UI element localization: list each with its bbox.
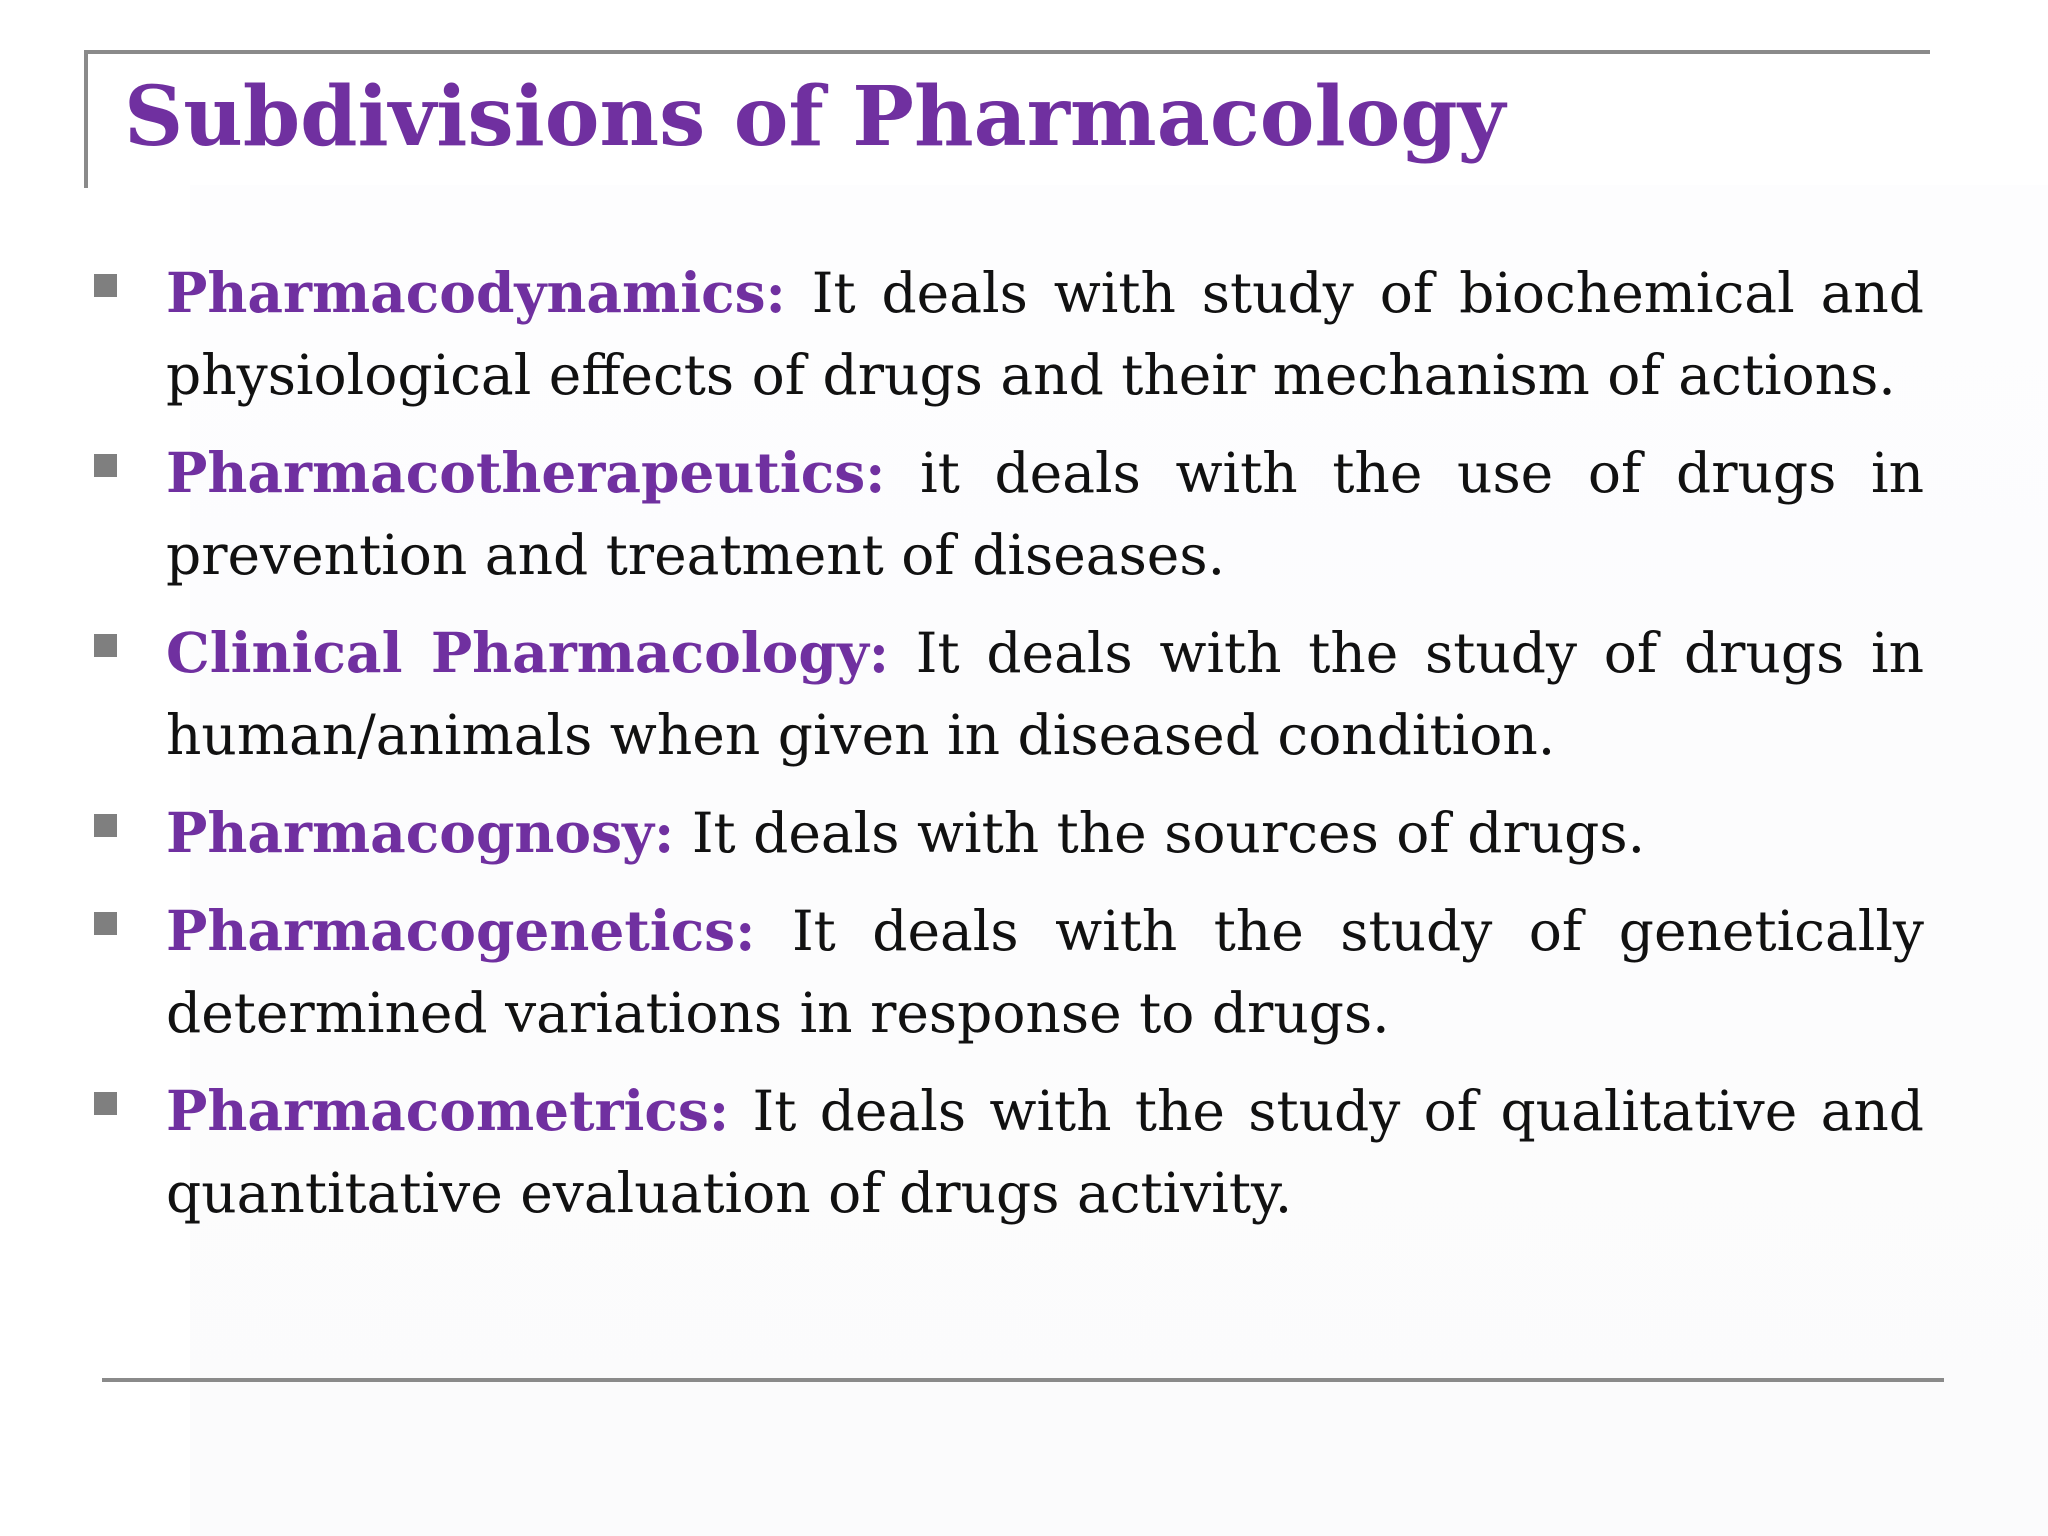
bullet-item-pharmacotherapeutics [92, 432, 1924, 596]
term-description: it deals with the use of drugs in prevention and treatment of diseases. [166, 441, 1925, 587]
slide-title: Subdivisions of Pharmacology [124, 69, 1506, 165]
term-label: Pharmacogenetics: [166, 898, 756, 963]
bottom-rule [102, 1378, 1944, 1382]
bullet-list [92, 252, 1924, 1250]
square-bullet-icon [94, 912, 117, 935]
term-label: Pharmacodynamics: [166, 260, 786, 325]
title-frame-left-rule [84, 50, 88, 188]
term-description: It deals with the study of qualitative and quantitative evaluation of drugs activity. [166, 1079, 1925, 1225]
term-description: It deals with the study of drugs in human/animals when given in diseased condition. [166, 621, 1925, 767]
bullet-item-pharmacognosy [92, 792, 1924, 874]
term-label: Pharmacotherapeutics: [166, 440, 886, 505]
term-description: It deals with the study of genetically determined variations in response to drugs. [166, 899, 1925, 1045]
square-bullet-icon [94, 274, 117, 297]
bullet-item-clinical-pharmacology [92, 612, 1924, 776]
square-bullet-icon [94, 814, 117, 837]
term-label: Clinical Pharmacology: [166, 620, 890, 685]
bullet-item-pharmacodynamics [92, 252, 1924, 416]
square-bullet-icon [94, 634, 117, 657]
square-bullet-icon [94, 1092, 117, 1115]
square-bullet-icon [94, 454, 117, 477]
bullet-item-pharmacometrics [92, 1070, 1924, 1234]
term-description: It deals with the sources of drugs. [691, 801, 1646, 865]
term-label: Pharmacometrics: [166, 1078, 730, 1143]
title-frame-top-rule [84, 50, 1930, 54]
term-label: Pharmacognosy: [166, 800, 675, 865]
term-description: It deals with study of biochemical and physiological effects of drugs and their mechanism of actions. [166, 261, 1924, 407]
bullet-item-pharmacogenetics [92, 890, 1924, 1054]
